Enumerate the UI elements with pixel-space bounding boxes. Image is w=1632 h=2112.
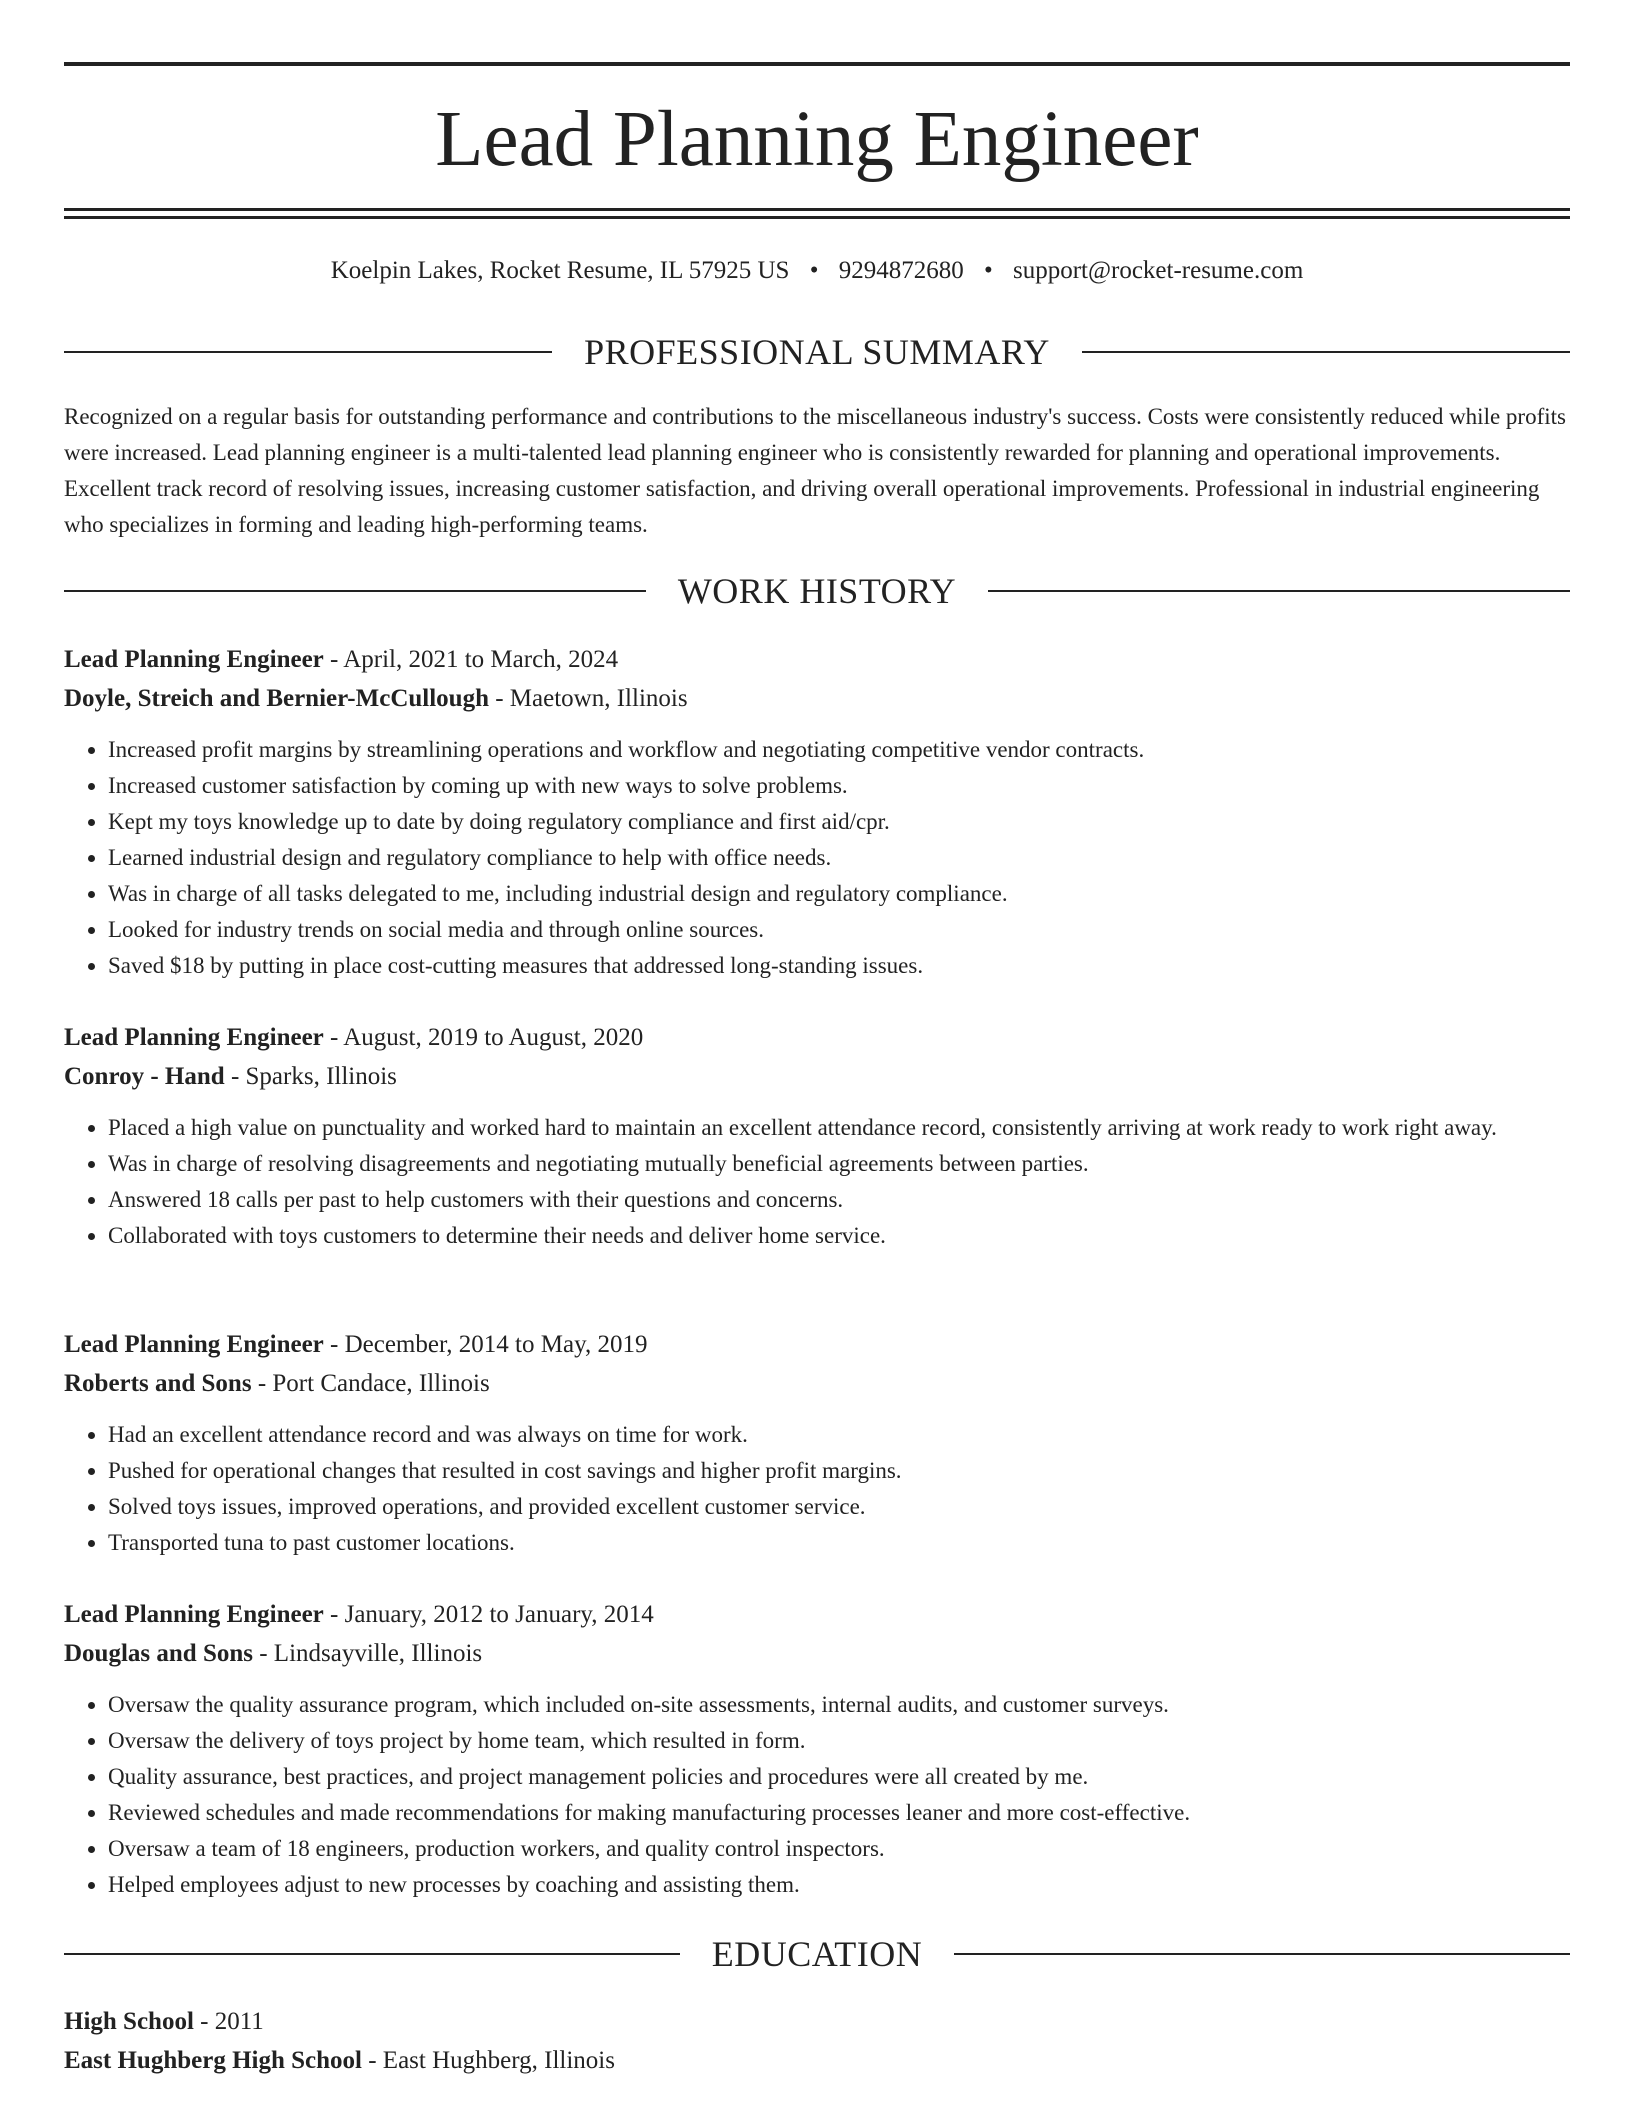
- heading-rule-left: [64, 351, 552, 353]
- heading-rule-left: [64, 590, 646, 592]
- education-entry: [64, 2002, 1570, 2080]
- list-item: • Saved $18 by putting in place cost-cutting measures that addressed long-standing issues.: [108, 948, 1570, 984]
- heading-rule-right: [954, 1953, 1570, 1955]
- job-title-line: [64, 1018, 1570, 1057]
- education-degree: High School: [64, 2008, 194, 2035]
- heading-rule-right: [988, 590, 1570, 592]
- summary-text: Recognized on a regular basis for outstanding performance and contributions to the miscellaneous industry's success. Costs were consistently reduced while profits were increased. Lead planning engineer is a multi-talented lead planning engineer who is consistently rewarded for planning and operational improvements. Excellent track record of resolving issues, increasing customer satisfaction, and driving overall operational improvements. Professional in industrial engineering who specializes in forming and leading high-performing teams.: [64, 404, 1566, 537]
- list-item: • Was in charge of all tasks delegated to me, including industrial design and regulatory compliance.: [108, 876, 1570, 912]
- job-title-line: [64, 640, 1570, 679]
- list-item: • Increased profit margins by streamlining operations and workflow and negotiating competitive vendor contracts.: [108, 732, 1570, 768]
- section-title: WORK HISTORY: [677, 571, 957, 611]
- job-entry: [64, 1595, 1570, 1903]
- list-item: • Kept my toys knowledge up to date by doing regulatory compliance and first aid/cpr.: [108, 804, 1570, 840]
- job-dates: - January, 2012 to January, 2014: [323, 1601, 654, 1628]
- title-double-rule-top: [64, 208, 1570, 211]
- job-dates: - December, 2014 to May, 2019: [323, 1331, 648, 1358]
- job-title: Lead Planning Engineer: [64, 1331, 324, 1358]
- contact-email: support@rocket-resume.com: [1012, 257, 1304, 284]
- job-bullets: [64, 1417, 1570, 1561]
- job-company-line: [64, 679, 1570, 718]
- list-item: • Placed a high value on punctuality and worked hard to maintain an excellent attendance record, consistently arriving at work ready to work right away.: [108, 1110, 1570, 1146]
- job-bullets: [64, 1110, 1570, 1254]
- list-item: • Solved toys issues, improved operations, and provided excellent customer service.: [108, 1489, 1570, 1525]
- job-title-line: [64, 1595, 1570, 1634]
- list-item: • Increased customer satisfaction by coming up with new ways to solve problems.: [108, 768, 1570, 804]
- section-title: EDUCATION: [711, 1934, 923, 1974]
- job-company: Conroy - Hand: [64, 1063, 225, 1090]
- list-item: • Answered 18 calls per past to help customers with their questions and concerns.: [108, 1182, 1570, 1218]
- job-entry: [64, 640, 1570, 984]
- list-item: • Oversaw the delivery of toys project by home team, which resulted in form.: [108, 1723, 1570, 1759]
- section-heading-work: [64, 569, 1570, 613]
- title-double-rule-bottom: [64, 216, 1570, 219]
- contact-line: [64, 253, 1570, 289]
- list-item: • Collaborated with toys customers to determine their needs and deliver home service.: [108, 1218, 1570, 1254]
- contact-separator: •: [809, 257, 819, 284]
- list-item: • Oversaw the quality assurance program, which included on-site assessments, internal audits, and customer surveys.: [108, 1687, 1570, 1723]
- list-item: • Learned industrial design and regulatory compliance to help with office needs.: [108, 840, 1570, 876]
- job-company: Doyle, Streich and Bernier-McCullough: [64, 685, 489, 712]
- list-item: • Transported tuna to past customer locations.: [108, 1525, 1570, 1561]
- job-title: Lead Planning Engineer: [64, 1024, 324, 1051]
- education-school: East Hughberg High School: [64, 2047, 362, 2074]
- job-dates: - August, 2019 to August, 2020: [323, 1024, 644, 1051]
- job-title-line: [64, 1325, 1570, 1364]
- contact-address: Koelpin Lakes, Rocket Resume, IL 57925 US: [330, 257, 790, 284]
- job-title: Lead Planning Engineer: [64, 646, 324, 673]
- education-year: - 2011: [193, 2008, 264, 2035]
- education-location: - East Hughberg, Illinois: [361, 2047, 615, 2074]
- resume-title: Lead Planning Engineer: [435, 96, 1199, 183]
- section-title: PROFESSIONAL SUMMARY: [584, 332, 1050, 372]
- list-item: • Looked for industry trends on social media and through online sources.: [108, 912, 1570, 948]
- list-item: • Reviewed schedules and made recommendations for making manufacturing processes leaner and more cost-effective.: [108, 1795, 1570, 1831]
- heading-rule-right: [1082, 351, 1570, 353]
- heading-rule-left: [64, 1953, 680, 1955]
- job-company-line: [64, 1057, 1570, 1096]
- contact-phone: 9294872680: [838, 257, 964, 284]
- list-item: • Quality assurance, best practices, and project management policies and procedures were all created by me.: [108, 1759, 1570, 1795]
- job-company-line: [64, 1364, 1570, 1403]
- job-title: Lead Planning Engineer: [64, 1601, 324, 1628]
- list-item: • Pushed for operational changes that resulted in cost savings and higher profit margins.: [108, 1453, 1570, 1489]
- job-location: - Sparks, Illinois: [224, 1063, 397, 1090]
- contact-separator: •: [983, 257, 993, 284]
- job-company-line: [64, 1634, 1570, 1673]
- job-location: - Lindsayville, Illinois: [252, 1640, 483, 1667]
- job-location: - Maetown, Illinois: [488, 685, 688, 712]
- list-item: • Oversaw a team of 18 engineers, production workers, and quality control inspectors.: [108, 1831, 1570, 1867]
- job-bullets: [64, 732, 1570, 984]
- list-item: • Had an excellent attendance record and was always on time for work.: [108, 1417, 1570, 1453]
- section-heading-summary: [64, 330, 1570, 374]
- top-rule: [64, 62, 1570, 66]
- job-entry: [64, 1325, 1570, 1561]
- job-company: Douglas and Sons: [64, 1640, 253, 1667]
- section-heading-education: [64, 1932, 1570, 1976]
- job-location: - Port Candace, Illinois: [251, 1370, 490, 1397]
- job-dates: - April, 2021 to March, 2024: [323, 646, 619, 673]
- job-bullets: [64, 1687, 1570, 1903]
- job-company: Roberts and Sons: [64, 1370, 252, 1397]
- list-item: • Helped employees adjust to new processes by coaching and assisting them.: [108, 1867, 1570, 1903]
- job-entry: [64, 1018, 1570, 1254]
- education-school-line: [64, 2041, 1570, 2080]
- education-degree-line: [64, 2002, 1570, 2041]
- list-item: • Was in charge of resolving disagreements and negotiating mutually beneficial agreements between parties.: [108, 1146, 1570, 1182]
